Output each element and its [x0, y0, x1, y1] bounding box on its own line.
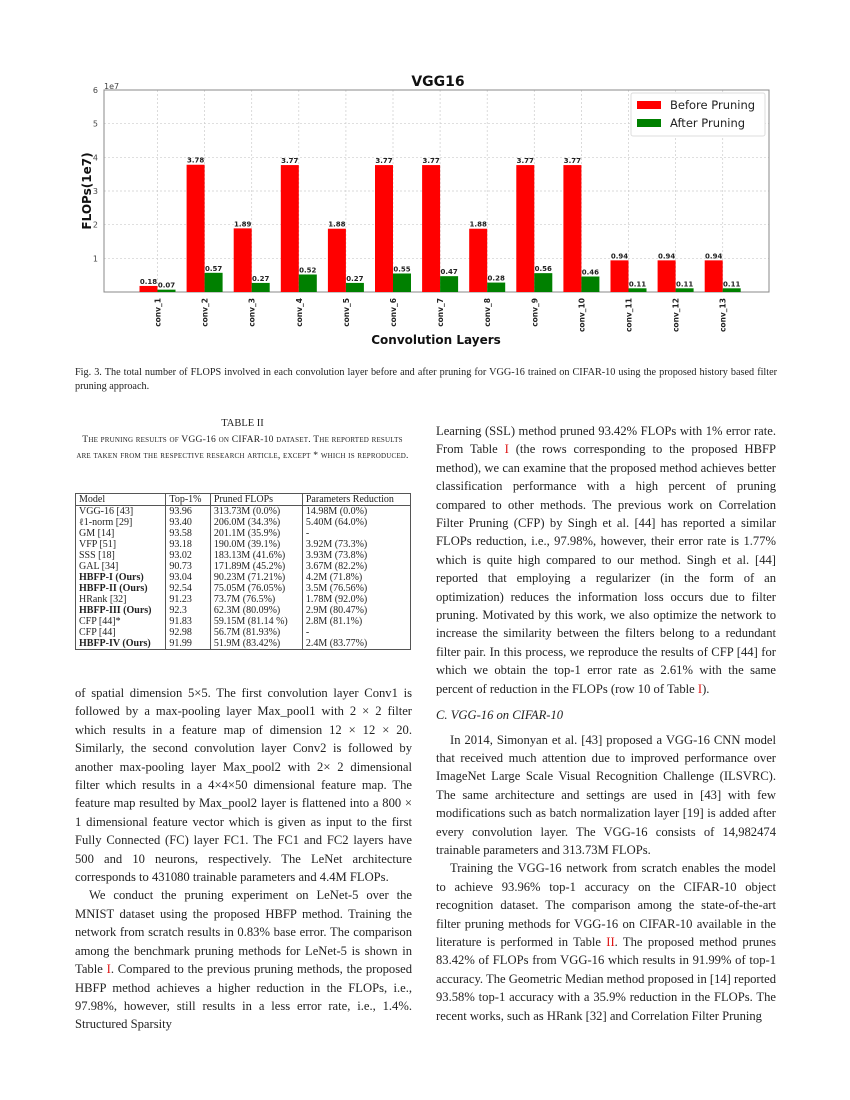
- table-ref-link[interactable]: II: [606, 934, 615, 949]
- bar-after-pruning: [676, 288, 694, 292]
- paragraph: We conduct the pruning experiment on LeNet-5 over the MNIST dataset using the proposed HBFP method. Training the network from scratch results in 0.83% base error. The comparison among the benchmark pruning methods for LeNet-5 is shown in Table I. Compared to the previous pruning methods, the proposed HBFP method achieves a higher reduction in the FLOPs, i.e., 97.98%, however, still results in a less error rate, i.e., 1.4%. Structured Sparsity: [75, 888, 413, 1032]
- y-tick-label: 2: [92, 220, 98, 230]
- table-row: [76, 616, 411, 627]
- x-axis-ticks: [154, 298, 728, 332]
- bar-value-label: 0.28: [487, 274, 505, 283]
- bar-after-pruning: [346, 283, 364, 292]
- bar-before-pruning: [658, 260, 676, 292]
- table-header-row: [76, 494, 411, 506]
- y-tick-label: 5: [92, 119, 98, 129]
- cell-top1: 92.98: [166, 627, 210, 638]
- cell-top1: 90.73: [166, 561, 210, 572]
- bar-value-label: 1.89: [234, 220, 252, 229]
- cell-pruned-flops: 183.13M (41.6%): [210, 550, 302, 561]
- chart-title: VGG16: [411, 74, 465, 90]
- bar-value-label: 0.52: [299, 266, 317, 275]
- bar-after-pruning: [487, 283, 505, 292]
- bar-before-pruning: [328, 229, 346, 292]
- cell-pruned-flops: 201.1M (35.9%): [210, 528, 302, 539]
- table-row: [76, 638, 411, 650]
- table-row: [76, 583, 411, 594]
- cell-pruned-flops: 171.89M (45.2%): [210, 561, 302, 572]
- bar-before-pruning: [140, 286, 158, 292]
- table-row: [76, 528, 411, 539]
- y-tick-label: 3: [92, 187, 98, 196]
- header-params: Parameters Reduction: [302, 494, 410, 506]
- bar-before-pruning: [469, 229, 487, 292]
- bar-value-label: 1.88: [328, 220, 346, 229]
- x-tick-label: conv_8: [483, 298, 493, 327]
- cell-params-reduction: -: [302, 627, 410, 638]
- cell-model: HBFP-IV (Ours): [76, 638, 166, 650]
- x-tick-label: conv_6: [389, 298, 398, 327]
- table-subtitle: The pruning results of VGG-16 on CIFAR-10 dataset. The reported results are taken from the respective research article, except * which is reproduced.: [76, 434, 409, 461]
- bar-before-pruning: [563, 165, 581, 292]
- bar-after-pruning: [723, 288, 741, 292]
- bar-value-label: 0.94: [705, 252, 723, 261]
- bar-value-label: 0.56: [534, 265, 552, 274]
- bar-after-pruning: [205, 273, 223, 292]
- bar-after-pruning: [299, 274, 317, 292]
- x-axis-title: Convolution Layers: [371, 333, 501, 347]
- table-ref-link[interactable]: I: [106, 962, 111, 977]
- cell-params-reduction: 14.98M (0.0%): [302, 506, 410, 518]
- cell-model: HBFP-I (Ours): [76, 572, 166, 583]
- y-offset-label: 1e7: [104, 82, 120, 91]
- cell-params-reduction: 3.67M (82.2%): [302, 561, 410, 572]
- cell-params-reduction: 3.93M (73.8%): [302, 550, 410, 561]
- cell-top1: 91.99: [166, 638, 210, 650]
- paragraph: Learning (SSL) method pruned 93.42% FLOPs with 1% error rate. From Table I (the rows corresponding to the proposed HBFP method), we can examine that the proposed method achieves better classification performance with a high percent of pruning compared to other methods. The previous work on Correlation Filter Pruning (CFP) by Singh et al. [44] has reported a similar FLOPs reduction, i.e., 97.98%, however, their error rate is 1.77% which is quite high compared to our method. Singh et al. [44] reported that employing a regularizer (in the form of an optimization) reduces the information loss occurs due to filter pruning. Motivated by this work, we also optimize the network to increase the similarity between the filters belong to a redundant filter pair. In this process, we reproduce the results of CFP [44] for which we obtain the top-1 error rate as 2.61% with the same percent of reduction in the FLOPs (row 10 of Table I).: [436, 424, 776, 696]
- bar-value-label: 0.55: [393, 265, 411, 274]
- header-flops: Pruned FLOPs: [210, 494, 302, 506]
- cell-model: ℓ1-norm [29]: [76, 517, 166, 528]
- y-tick-label: 4: [92, 153, 98, 163]
- cell-model: VFP [51]: [76, 539, 166, 550]
- left-column: [75, 684, 412, 1034]
- bar-value-label: 0.27: [346, 274, 364, 283]
- y-tick-label: 1: [92, 254, 98, 264]
- cell-top1: 93.96: [166, 506, 210, 518]
- cell-pruned-flops: 90.23M (71.21%): [210, 572, 302, 583]
- paragraph: Training the VGG-16 network from scratch enables the model to achieve 93.96% top-1 accuracy on the CIFAR-10 object recognition dataset. The comparison among the state-of-the-art filter pruning methods for VGG-16 on CIFAR-10 available in the literature is performed in Table II. The proposed method prunes 83.42% of FLOPs from VGG-16 which results in 91.99% of top-1 accuracy. The Geometric Median method proposed in [14] reported 93.58% top-1 accuracy with a 35.9% reduction in the FLOPs. The recent works, such as HRank [32] and Correlation Filter Pruning: [436, 861, 776, 1023]
- cell-top1: 92.3: [166, 605, 210, 616]
- bar-before-pruning: [234, 228, 252, 292]
- bar-value-label: 0.47: [440, 268, 458, 277]
- header-model: Model: [76, 494, 166, 506]
- bar-value-label: 0.27: [252, 274, 270, 283]
- bar-after-pruning: [158, 290, 176, 292]
- cell-params-reduction: 3.92M (73.3%): [302, 539, 410, 550]
- paragraph: In 2014, Simonyan et al. [43] proposed a VGG-16 CNN model that received much attention due to improved performance over ImageNet Large Scale Visual Recognition Challenge (ILSVRC). The same architecture and settings are used in [43] with few modifications such as batch normalization layer [19] is added after every convolution layer. The VGG-16 consists of 14,982474 trainable parameters and 313.73M FLOPs.: [436, 732, 776, 857]
- cell-model: CFP [44]: [76, 627, 166, 638]
- cell-model: GAL [34]: [76, 561, 166, 572]
- bar-value-label: 3.77: [516, 157, 534, 166]
- bar-value-label: 0.07: [157, 281, 176, 290]
- cell-pruned-flops: 51.9M (83.42%): [210, 638, 302, 650]
- bar-value-label: 3.77: [422, 157, 440, 166]
- cell-pruned-flops: 313.73M (0.0%): [210, 506, 302, 518]
- x-tick-label: conv_12: [671, 298, 681, 333]
- bar-value-label: 3.77: [375, 157, 393, 166]
- cell-params-reduction: 2.9M (80.47%): [302, 605, 410, 616]
- bar-value-label: 3.78: [186, 156, 205, 165]
- bar-value-label: 3.77: [563, 157, 582, 166]
- table-row: [76, 627, 411, 638]
- cell-pruned-flops: 73.7M (76.5%): [210, 594, 302, 605]
- table-title: TABLE II: [221, 418, 264, 429]
- header-top1: Top-1%: [166, 494, 210, 506]
- cell-top1: 93.02: [166, 550, 210, 561]
- bar-value-label: 0.11: [723, 280, 741, 289]
- x-tick-label: conv_13: [718, 298, 728, 333]
- bar-before-pruning: [516, 165, 534, 292]
- legend-label-after: After Pruning: [670, 116, 746, 130]
- cell-top1: 93.40: [166, 517, 210, 528]
- x-tick-label: conv_10: [577, 298, 587, 333]
- bar-before-pruning: [375, 165, 393, 292]
- bar-before-pruning: [281, 165, 299, 292]
- legend: [631, 93, 765, 136]
- table-row: [76, 550, 411, 561]
- table-row: [76, 572, 411, 583]
- right-column: [436, 422, 776, 1025]
- table-row: [76, 605, 411, 616]
- bar-value-label: 0.94: [657, 252, 676, 261]
- cell-top1: 93.58: [166, 528, 210, 539]
- figure-caption: Fig. 3. The total number of FLOPS involved in each convolution layer before and after pruning for VGG-16 trained on CIFAR-10 using the proposed history based filter pruning approach.: [75, 367, 777, 392]
- bar-after-pruning: [440, 276, 458, 292]
- bar-value-label: 0.94: [610, 252, 629, 261]
- x-tick-label: conv_7: [436, 298, 446, 327]
- cell-params-reduction: -: [302, 528, 410, 539]
- legend-swatch-before: [637, 101, 661, 109]
- table-ref-link[interactable]: I: [504, 442, 509, 457]
- table-row: [76, 594, 411, 605]
- x-tick-label: conv_2: [200, 298, 210, 327]
- bar-value-label: 0.18: [139, 277, 158, 286]
- bar-value-label: 0.11: [628, 280, 647, 289]
- cell-pruned-flops: 206.0M (34.3%): [210, 517, 302, 528]
- bar-before-pruning: [611, 260, 629, 292]
- bar-before-pruning: [422, 165, 440, 292]
- cell-model: GM [14]: [76, 528, 166, 539]
- table-row: [76, 506, 411, 518]
- paragraph: of spatial dimension 5×5. The first convolution layer Conv1 is followed by a max-pooling layer Max_pool1 with 2 × 2 filter which results in a feature map of dimension 12 × 12 × 20. Similarly, the second convolution layer Conv2 is followed by another max-pooling layer Max_pool2 with 2× 2 dimensional filter which results in a 4×4×50 dimensional feature map. The feature map resulted by Max_pool2 layer is flattened into a 800 × 1 dimensional feature vector which is given as input to the first Fully Connected (FC) layer FC1. The FC1 and FC2 layers have 500 and 10 neurons, respectively. The LeNet architecture corresponds to 431080 trainable parameters and 4.4M FLOPs.: [75, 686, 412, 885]
- table-row: [76, 539, 411, 550]
- bar-before-pruning: [187, 165, 205, 292]
- cell-params-reduction: 5.40M (64.0%): [302, 517, 410, 528]
- cell-params-reduction: 4.2M (71.8%): [302, 572, 410, 583]
- results-table: [75, 493, 411, 650]
- cell-model: HBFP-II (Ours): [76, 583, 166, 594]
- flops-bar-chart: [0, 0, 850, 360]
- cell-top1: 91.83: [166, 616, 210, 627]
- bar-value-label: 0.57: [204, 264, 223, 273]
- bar-after-pruning: [393, 273, 411, 292]
- cell-model: SSS [18]: [76, 550, 166, 561]
- cell-pruned-flops: 56.7M (81.93%): [210, 627, 302, 638]
- x-tick-label: conv_4: [294, 298, 304, 327]
- cell-pruned-flops: 190.0M (39.1%): [210, 539, 302, 550]
- cell-top1: 93.04: [166, 572, 210, 583]
- cell-params-reduction: 2.8M (81.1%): [302, 616, 410, 627]
- bar-value-label: 0.11: [675, 280, 694, 289]
- bar-after-pruning: [534, 273, 552, 292]
- bar-after-pruning: [252, 283, 270, 292]
- y-axis-title: FLOPs(1e7): [80, 152, 94, 230]
- cell-params-reduction: 2.4M (83.77%): [302, 638, 410, 650]
- bar-value-label: 3.77: [281, 157, 299, 166]
- x-tick-label: conv_9: [530, 298, 540, 327]
- cell-model: HRank [32]: [76, 594, 166, 605]
- cell-model: CFP [44]*: [76, 616, 166, 627]
- cell-top1: 93.18: [166, 539, 210, 550]
- cell-model: HBFP-III (Ours): [76, 605, 166, 616]
- cell-pruned-flops: 59.15M (81.14 %): [210, 616, 302, 627]
- y-tick-label: 6: [92, 86, 98, 95]
- legend-swatch-after: [637, 119, 661, 127]
- cell-top1: 91.23: [166, 594, 210, 605]
- section-heading: C. VGG-16 on CIFAR-10: [436, 708, 564, 723]
- bar-value-label: 0.46: [581, 268, 600, 277]
- bar-before-pruning: [705, 260, 723, 292]
- cell-pruned-flops: 62.3M (80.09%): [210, 605, 302, 616]
- x-tick-label: conv_11: [624, 298, 634, 333]
- cell-params-reduction: 1.78M (92.0%): [302, 594, 410, 605]
- bar-after-pruning: [581, 277, 599, 292]
- cell-model: VGG-16 [43]: [76, 506, 166, 518]
- cell-top1: 92.54: [166, 583, 210, 594]
- bar-value-label: 1.88: [469, 220, 487, 229]
- cell-pruned-flops: 75.05M (76.05%): [210, 583, 302, 594]
- x-tick-label: conv_5: [341, 298, 351, 327]
- x-tick-label: conv_1: [153, 298, 163, 327]
- x-tick-label: conv_3: [247, 298, 257, 327]
- legend-label-before: Before Pruning: [670, 98, 756, 112]
- table-row: [76, 517, 411, 528]
- bar-after-pruning: [629, 288, 647, 292]
- cell-params-reduction: 3.5M (76.56%): [302, 583, 410, 594]
- table-ref-link[interactable]: I: [697, 681, 703, 696]
- table-row: [76, 561, 411, 572]
